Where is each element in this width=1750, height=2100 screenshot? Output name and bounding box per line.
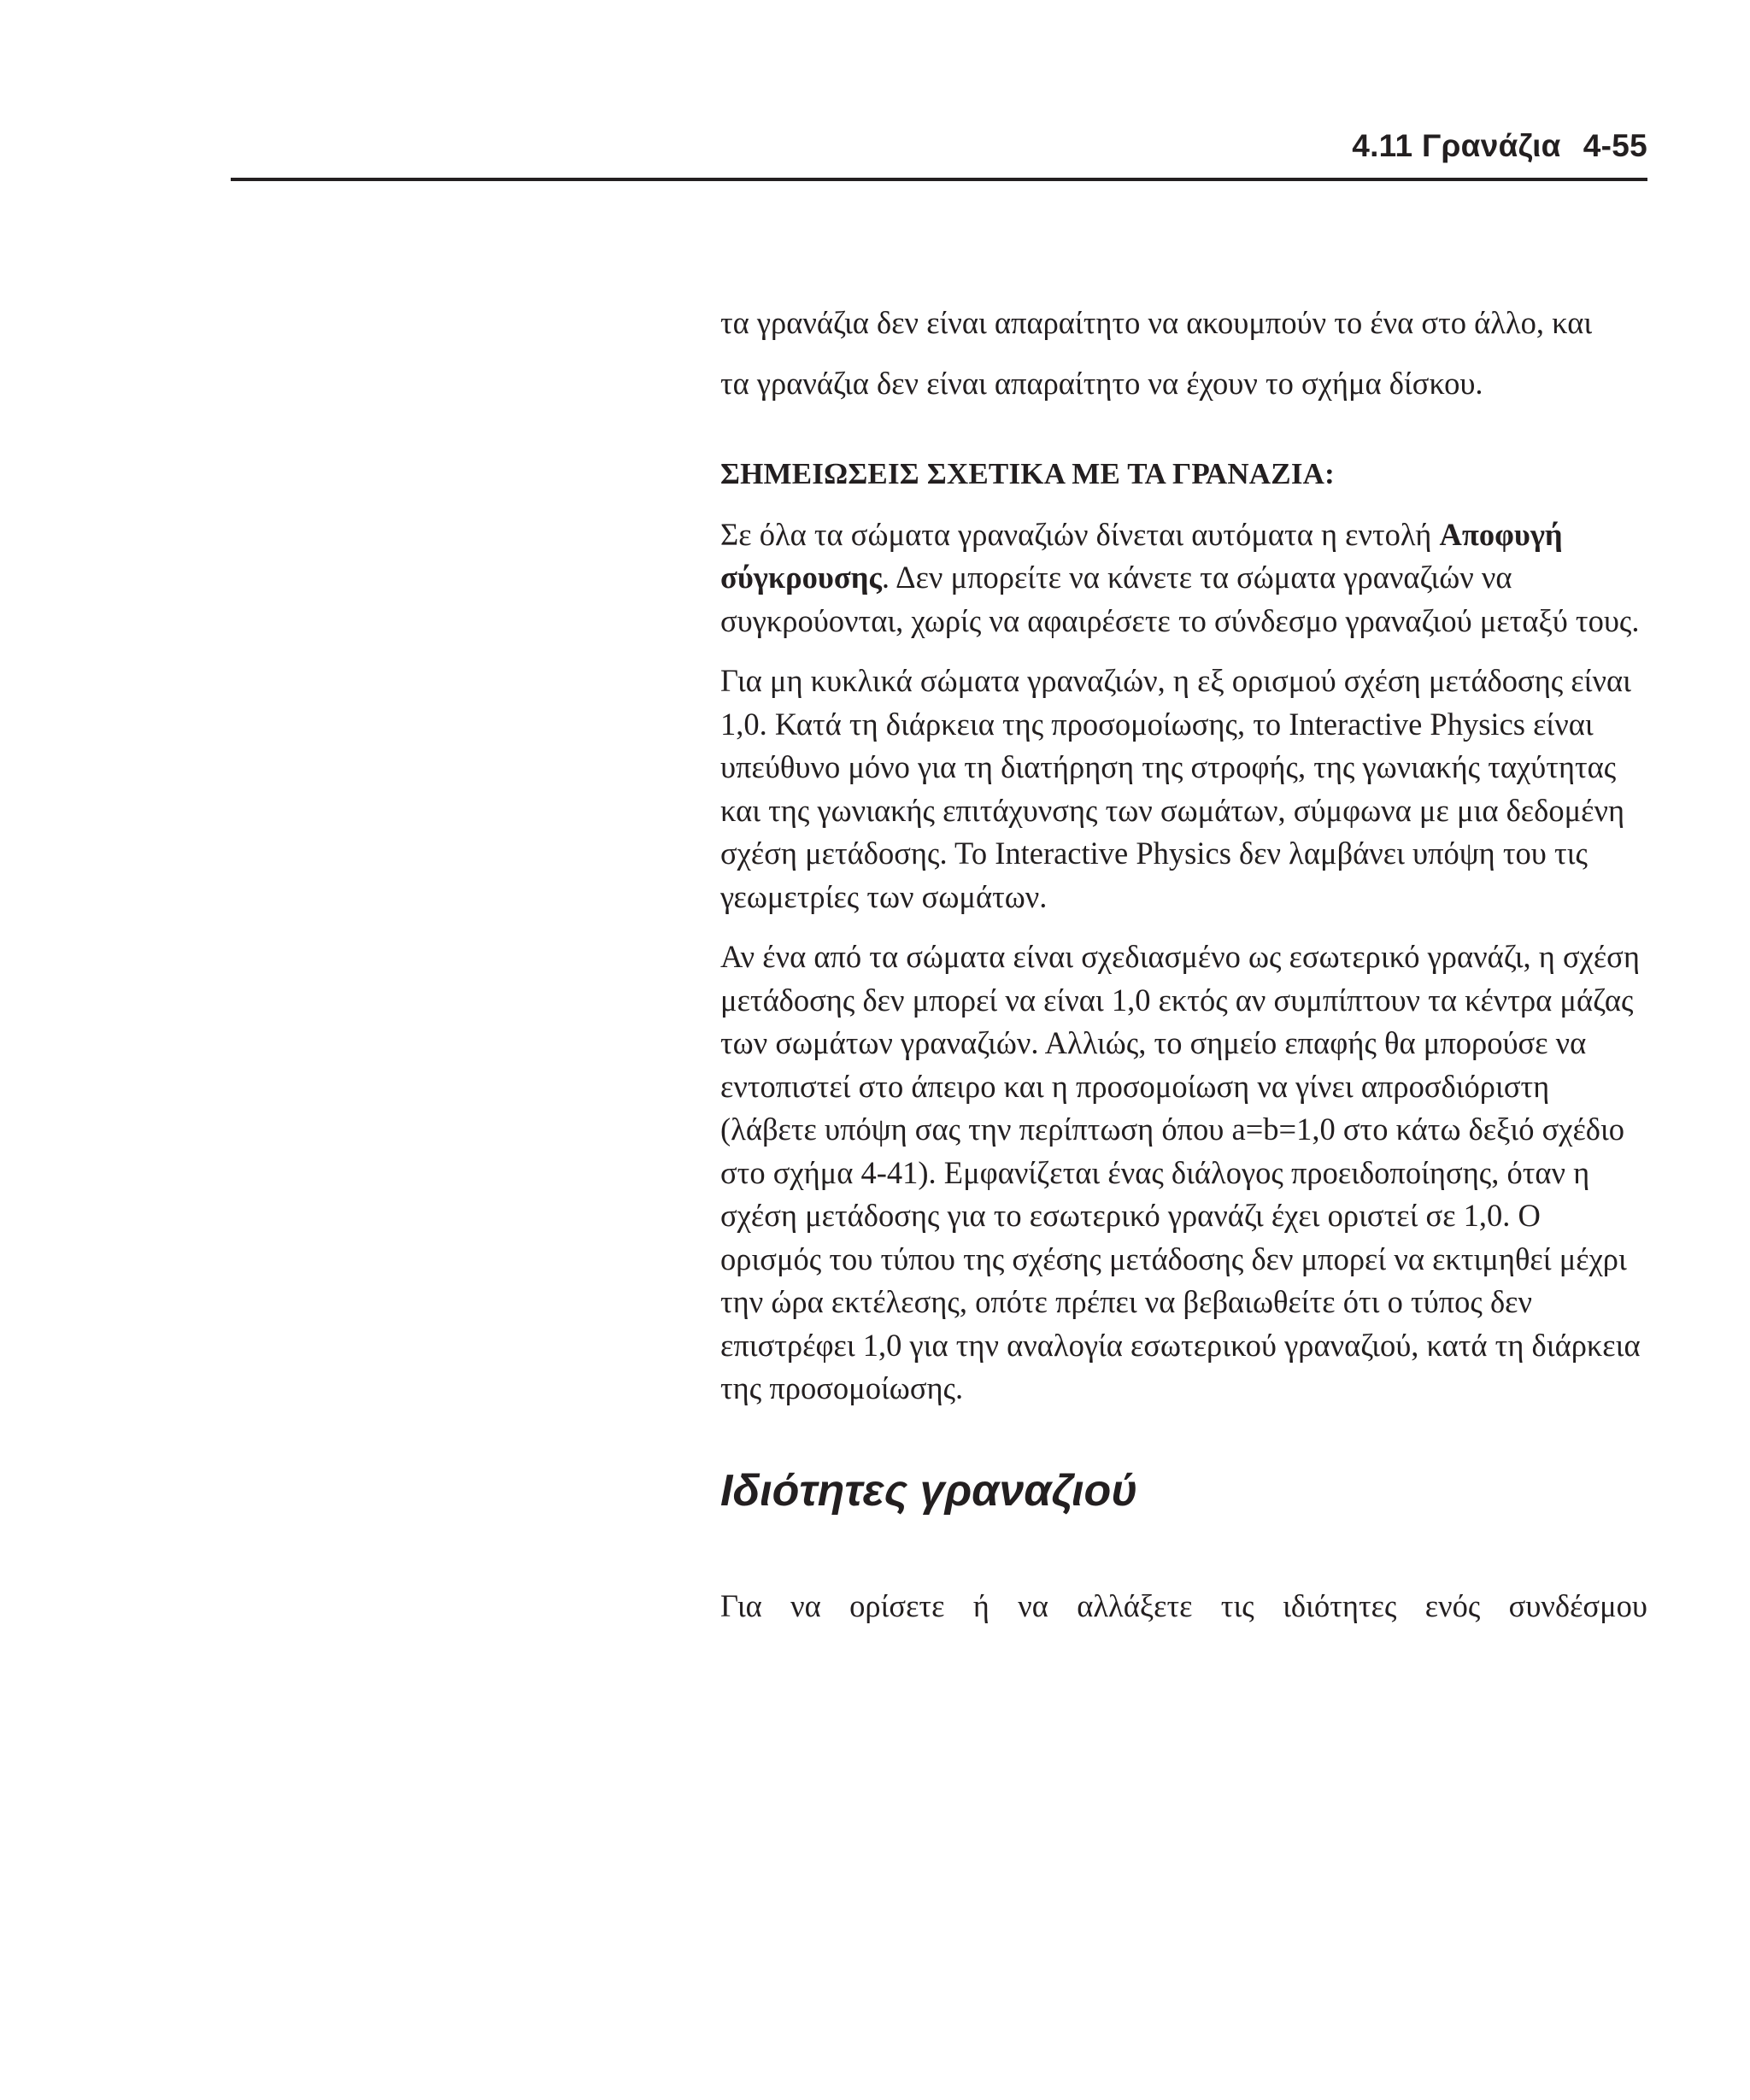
notes-p1-bold-term: Αποφυγή σύγκρουσης xyxy=(720,516,1563,595)
header-rule xyxy=(231,178,1647,181)
continued-item-2: τα γρανάζια δεν είναι απαραίτητο να έχουν το σχήμα δίσκου. xyxy=(720,365,1483,401)
page-content xyxy=(720,302,1647,1645)
notes-paragraph-2: Για μη κυκλικά σώματα γραναζιών, η εξ ορισμού σχέση μετάδοσης είναι 1,0. Κατά τη διάρκεια της προσομοίωσης, το Interactive Physics είναι υπεύθυνο μόνο για τη διατήρηση της στροφής, της γωνιακής ταχύτητας και της γωνιακής επιτάχυνσης των σωμάτων, σύμφωνα με μια δεδομένη σχέση μετάδοσης. Το Interactive Physics δεν λαμβάνει υπόψη του τις γεωμετρίες των σωμάτων. xyxy=(720,663,1631,914)
continued-item-1: τα γρανάζια δεν είναι απαραίτητο να ακουμπούν το ένα στο άλλο, και xyxy=(720,305,1593,340)
notes-p1-text-end: . Δεν μπορείτε να κάνετε τα σώματα γραναζιών να συγκρούονται, χωρίς να αφαιρέσετε το σύνδεσμο γραναζιού μεταξύ τους. xyxy=(720,560,1640,638)
notes-heading: ΣΗΜΕΙΩΣΕΙΣ ΣΧΕΤΙΚΑ ΜΕ ΤΑ ΓΡΑΝΑΖΙΑ: xyxy=(720,457,1335,490)
running-head xyxy=(1352,128,1647,164)
section-title: Ιδιότητες γραναζιού xyxy=(720,1465,1138,1516)
notes-paragraph-1 xyxy=(720,513,1647,643)
notes-paragraph-3: Αν ένα από τα σώματα είναι σχεδιασμένο ως εσωτερικό γρανάζι, η σχέση μετάδοσης δεν μπορεί να είναι 1,0 εκτός αν συμπίπτουν τα κέντρα μάζας των σωμάτων γραναζιών. Αλλιώς, το σημείο επαφής θα μπορούσε να εντοπιστεί στο άπειρο και η προσομοίωση να γίνει απροσδιόριστη (λάβετε υπόψη σας την περίπτωση όπου a=b=1,0 στο κάτω δεξιό σχέδιο στο σχήμα 4-41). Εμφανίζεται ένας διάλογος προειδοποίησης, όταν η σχέση μετάδοσης για το εσωτερικό γρανάζι έχει οριστεί σε 1,0. Ο ορισμός του τύπου της σχέσης μετάδοσης δεν μπορεί να εκτιμηθεί μέχρι την ώρα εκτέλεσης, οπότε πρέπει να βεβαιωθείτε ότι ο τύπος δεν επιστρέφει 1,0 για την αναλογία εσωτερικού γραναζιού, κατά τη διάρκεια της προσομοίωσης. xyxy=(720,939,1641,1405)
section-label: 4.11 Γρανάζια xyxy=(1352,128,1561,163)
notes-p1-text-start: Σε όλα τα σώματα γραναζιών δίνεται αυτόματα η εντολή xyxy=(720,516,1440,552)
page-number: 4-55 xyxy=(1583,128,1647,163)
section-intro: Για να ορίσετε ή να αλλάξετε τις ιδιότητες ενός συνδέσμου xyxy=(720,1587,1647,1623)
